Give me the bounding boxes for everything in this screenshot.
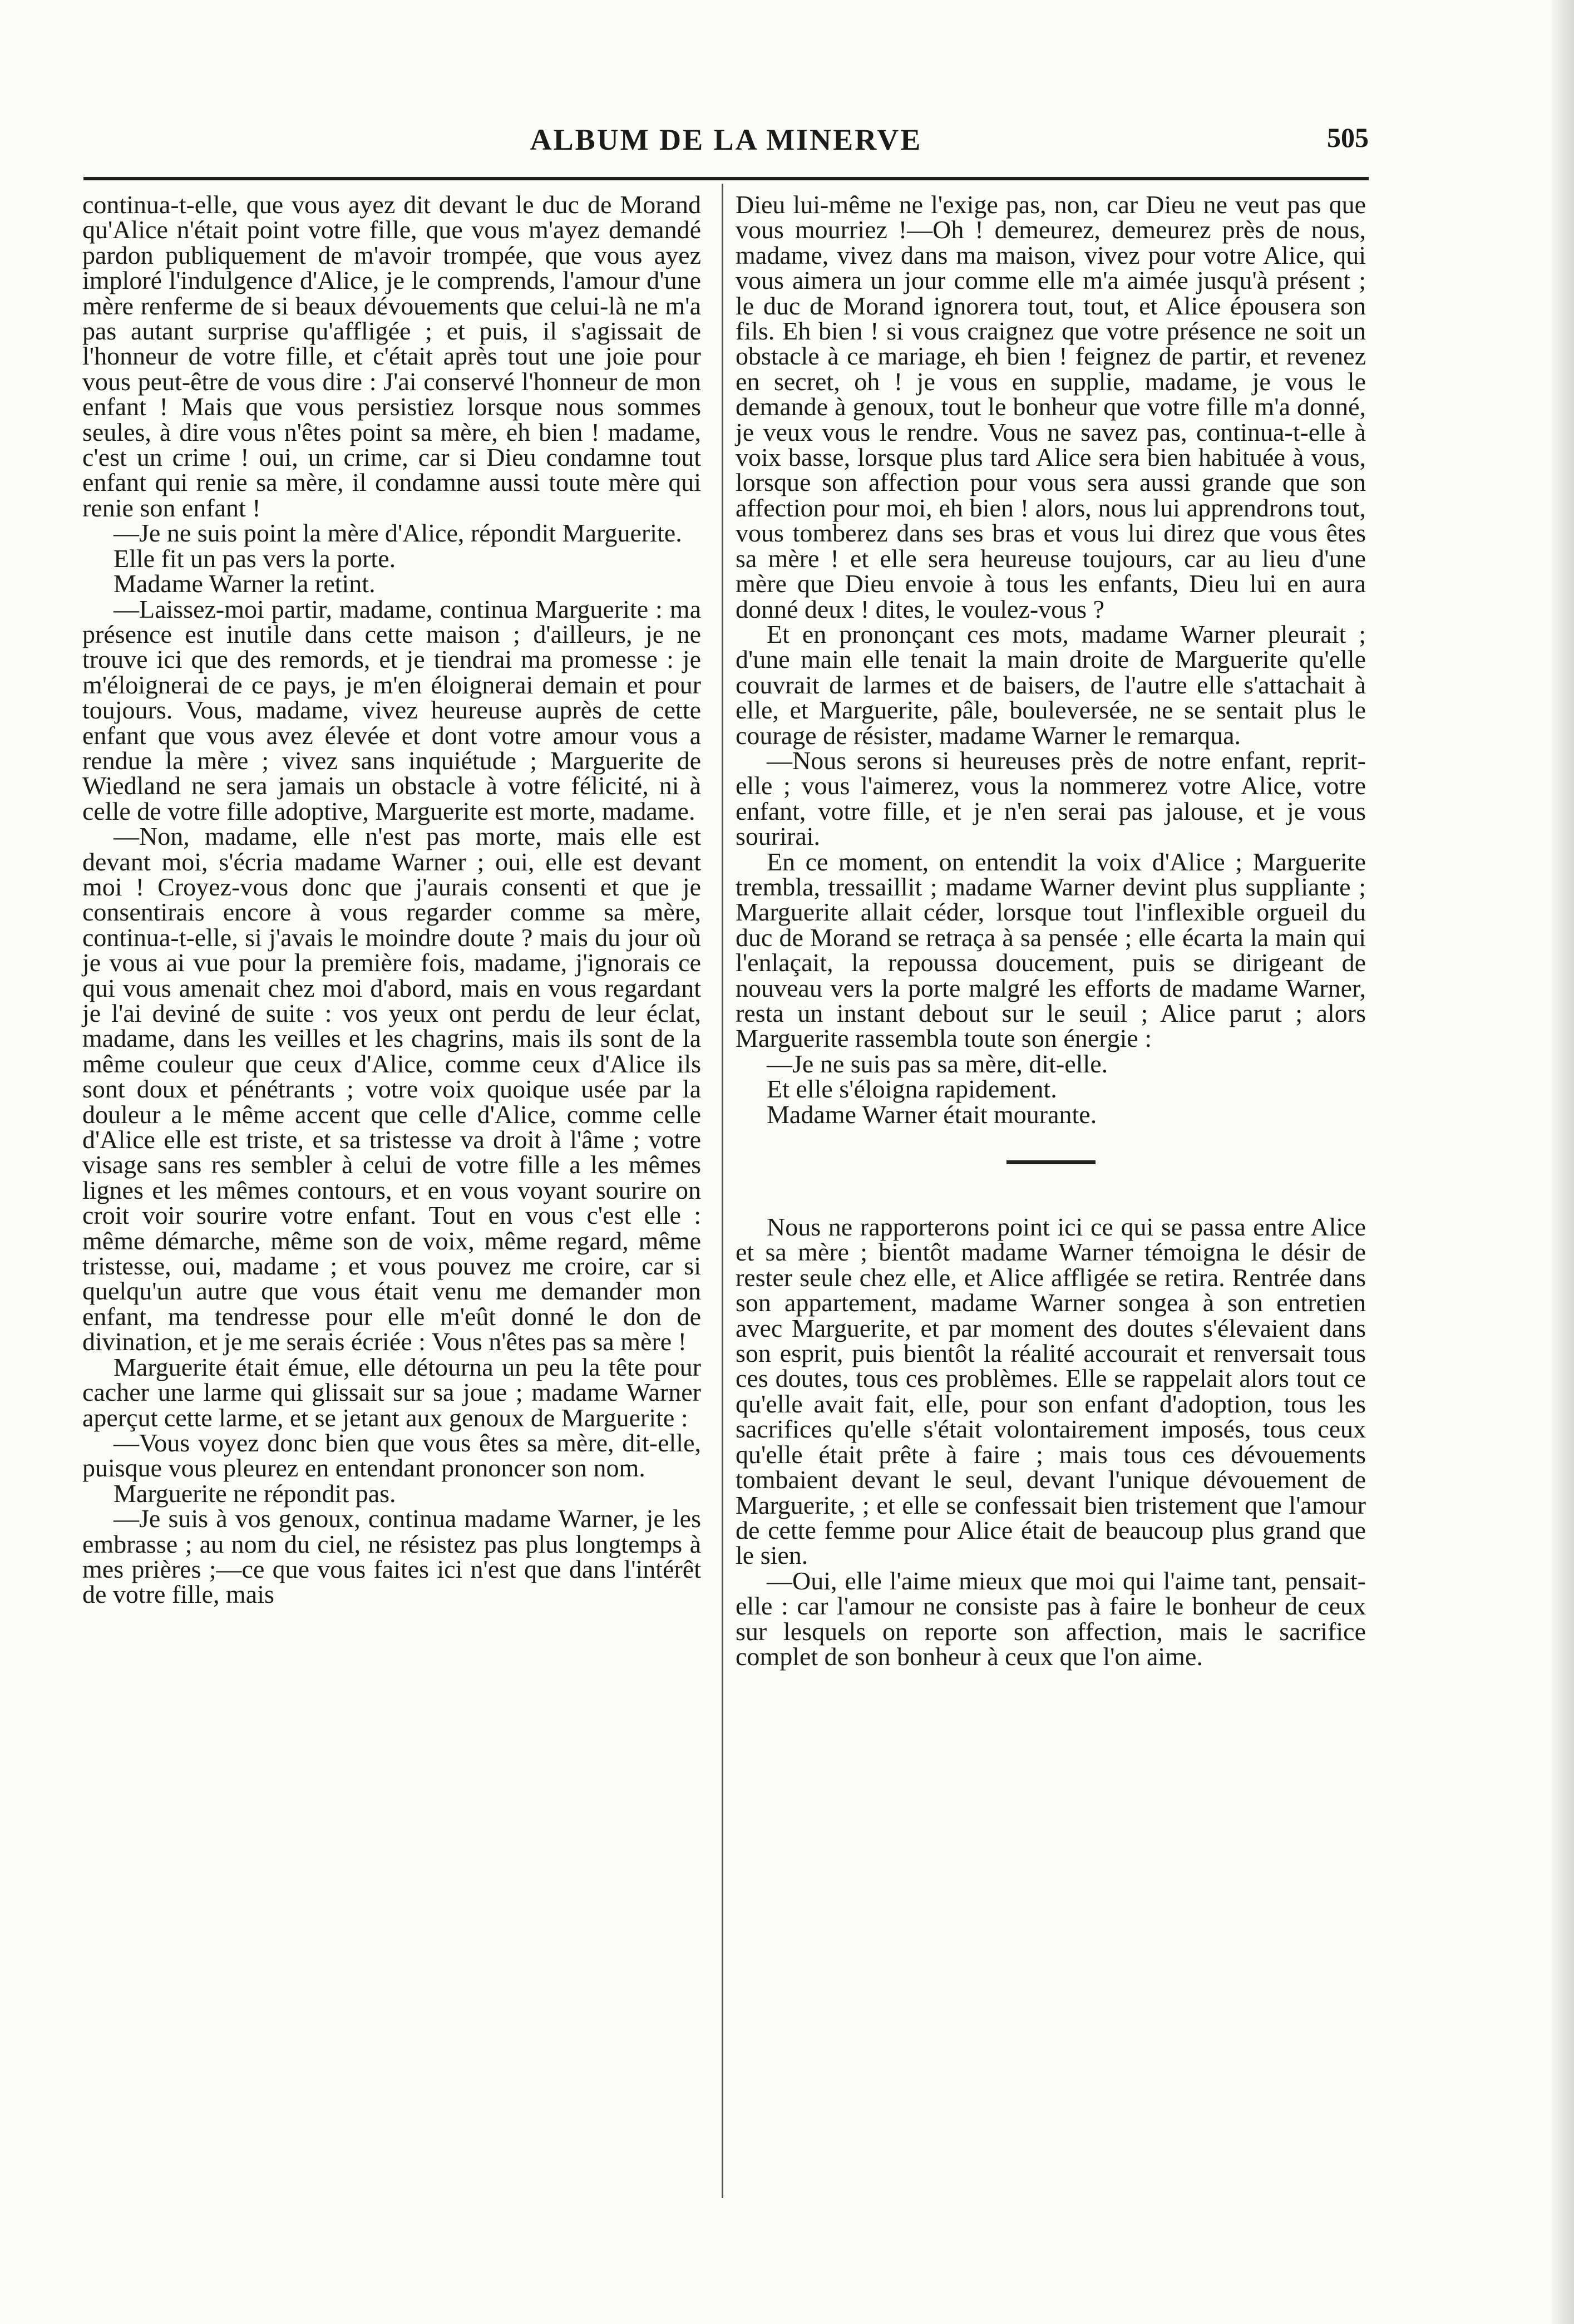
paragraph: continua-t-elle, que vous ayez dit devant le duc de Morand qu'Alice n'était point votre fille, que vous m'ayez demandé pardon publiquement de m'avoir trompée, que vous ayez imploré l'indulgence d'Alice, je le comprends, l'amour d'une mère renferme de si beaux dévouements que celui-là ne m'a pas autant surprise qu'affligée ; et puis, il s'agissait de l'honneur de votre fille, et c'était après tout une joie pour vous peut-être de vous dire : J'ai conservé l'honneur de mon enfant ! Mais que vous persistiez lorsque nous sommes seules, à dire vous n'êtes point sa mère, eh bien ! madame, c'est un crime ! oui, un crime, car si Dieu condamne tout enfant qui renie sa mère, il condamne aussi toute mère qui renie son enfant ! — [82, 190, 701, 522]
page-edge — [1552, 0, 1574, 2324]
paragraph: Marguerite était émue, elle détourna un peu la tête pour cacher une larme qui glissait sur sa joue ; madame Warner aperçut cette larme, et se jetant aux genoux de Marguerite : — [82, 1352, 701, 1432]
paragraph: Nous ne rapporterons point ici ce qui se passa entre Alice et sa mère ; bientôt madame Warner témoigna le désir de rester seule chez elle, et Alice affligée se retira. Rentrée dans son appartement, madame Warner songea à son entretien avec Marguerite, et par moment des doutes s'élevaient dans son esprit, puis bientôt la réalité accourait et renversait tous ces doutes, tous ces problèmes. Elle se rappelait alors tout ce qu'elle avait fait, elle, pour son enfant d'adoption, tous les sacrifices qu'elle s'était volontairement imposés, tous ceux qu'elle était prête à faire ; mais tous ces dévouements tombaient devant le seul, devant l'unique dévouement de Marguerite, ; et elle se confessait bien tristement que l'amour de cette femme pour Alice était de beaucoup plus grand que le sien. — [736, 1213, 1366, 1570]
section-separator — [1006, 1160, 1096, 1164]
paragraph: —Nous serons si heureuses près de notre enfant, reprit-elle ; vous l'aimerez, vous la nommerez votre Alice, votre enfant, votre fille, et je n'en serai pas jalouse, et je vous sourirai. — [736, 746, 1366, 851]
left-column — [82, 192, 701, 1607]
paragraph: Marguerite ne répondit pas. — [114, 1479, 396, 1508]
paragraph: Et en prononçant ces mots, madame Warner pleurait ; d'une main elle tenait la main droite de Marguerite qu'elle couvrait de larmes et de baisers, de l'autre elle s'attachait à elle, et Marguerite, pâle, bouleversée, ne se sentait plus le courage de résister, madame Warner le remarqua. — [736, 619, 1366, 750]
paragraph: En ce moment, on entendit la voix d'Alice ; Marguerite trembla, tressaillit ; madame Warner devint plus suppliante ; Marguerite allait céder, lorsque tout l'inflexible orgueil du duc de Morand se retraça à sa pensée ; elle écarta la main qui l'enlaçait, la repoussa doucement, puis se dirigeant de nouveau vers la porte malgré les efforts de madame Warner, resta un instant debout sur le seuil ; Alice parut ; alors Marguerite rassembla toute son énergie : — [736, 847, 1366, 1053]
paragraph: —Je ne suis point la mère d'Alice, répondit Marguerite. — [114, 519, 682, 548]
column-divider — [722, 184, 723, 2198]
paragraph: Dieu lui-même ne l'exige pas, non, car Dieu ne veut pas que vous mourriez !—Oh ! demeurez, demeurez près de nous, madame, vivez dans ma maison, vivez pour votre Alice, qui vous aimera un jour comme elle m'a aimée jusqu'à présent ; le duc de Morand ignorera tout, tout, et Alice épousera son fils. Eh bien ! si vous craignez que votre présence ne soit un obstacle à ce mariage, eh bien ! feignez de partir, et revenez en secret, oh ! je vous en supplie, madame, je vous le demande à genoux, tout le bonheur que votre fille m'a donné, je veux vous le rendre. Vous ne savez pas, continua-t-elle à voix basse, lorsque plus tard Alice sera bien habituée à vous, lorsque son affection pour vous sera aussi grande que son affection pour moi, eh bien ! alors, nous lui apprendrons tout, vous tomberez dans ses bras et vous lui direz que vous êtes sa mère ! et elle sera heureuse toujours, car au lieu d'une mère que Dieu envoie à tous les enfants, Dieu lui en aura donné deux ! dites, le voulez-vous ? — [736, 190, 1366, 623]
page-header — [83, 117, 1369, 173]
paragraph: Et elle s'éloigna rapidement. — [767, 1075, 1057, 1104]
paragraph: Madame Warner était mourante. — [767, 1100, 1097, 1129]
paragraph: —Laissez-moi partir, madame, continua Marguerite : ma présence est inutile dans cette maison ; d'ailleurs, je ne trouve ici que des remords, et je tiendrai ma promesse : je m'éloignerai de ce pays, je m'en éloignerai demain et pour toujours. Vous, madame, vivez heureuse auprès de cette enfant que vous avez élevée et dont votre amour vous a rendue la mère ; vivez sans inquiétude ; Marguerite de Wiedland ne sera jamais un obstacle à votre félicité, ni à celle de votre fille adoptive, Marguerite est morte, madame. — [82, 594, 701, 825]
paragraph: Madame Warner la retint. — [114, 569, 376, 598]
paragraph: —Vous voyez donc bien que vous êtes sa mère, dit-elle, puisque vous pleurez en entendant prononcer son nom. — [82, 1428, 701, 1483]
paragraph: Elle fit un pas vers la porte. — [114, 544, 396, 573]
journal-title: ALBUM DE LA MINERVE — [530, 123, 922, 156]
paragraph: —Je suis à vos genoux, continua madame Warner, je les embrasse ; au nom du ciel, ne résistez pas plus longtemps à mes prières ;—ce que vous faites ici n'est que dans l'intérêt de votre fille, mais — [82, 1504, 701, 1609]
page-number: 505 — [1327, 122, 1369, 153]
header-rule — [83, 177, 1369, 180]
paragraph: —Non, madame, elle n'est pas morte, mais elle est devant moi, s'écria madame Warner ; oui, elle est devant moi ! Croyez-vous donc que j'aurais consenti et que je consentirais encore à vous regarder comme sa mère, continua-t-elle, si j'avais le moindre doute ? mais du jour où je vous ai vue pour la première fois, madame, j'ignorais ce qui vous amenait chez moi d'abord, mais en vous regardant je l'ai deviné de suite : vos yeux ont perdu de leur éclat, madame, dans les veilles et les chagrins, mais ils sont de la même couleur que ceux d'Alice, comme ceux d'Alice ils sont doux et pénétrants ; votre voix quoique usée par la douleur a le même accent que celle d'Alice, comme celle d'Alice elle est triste, et sa tristesse va droit à l'âme ; votre visage sans res sembler à celui de votre fille a les mêmes lignes et les mêmes contours, et en vous voyant sourire on croit voir sourire votre enfant. Tout en vous c'est elle : même démarche, même son de voix, même regard, même tristesse, oui, madame ; et vous pouvez me croire, car si quelqu'un autre que vous était venu me demander mon enfant, ma tendresse pour elle m'eût donné le don de divination, et je me serais écriée : Vous n'êtes pas sa mère ! — [82, 822, 701, 1356]
right-column — [736, 192, 1366, 1669]
paragraph: —Je ne suis pas sa mère, dit-elle. — [767, 1049, 1108, 1078]
paragraph: —Oui, elle l'aime mieux que moi qui l'aime tant, pensait-elle : car l'amour ne consiste pas à faire le bonheur de ceux sur lesquels on reporte son affection, mais le sacrifice complet de son bonheur à ceux que l'on aime. — [736, 1566, 1366, 1671]
